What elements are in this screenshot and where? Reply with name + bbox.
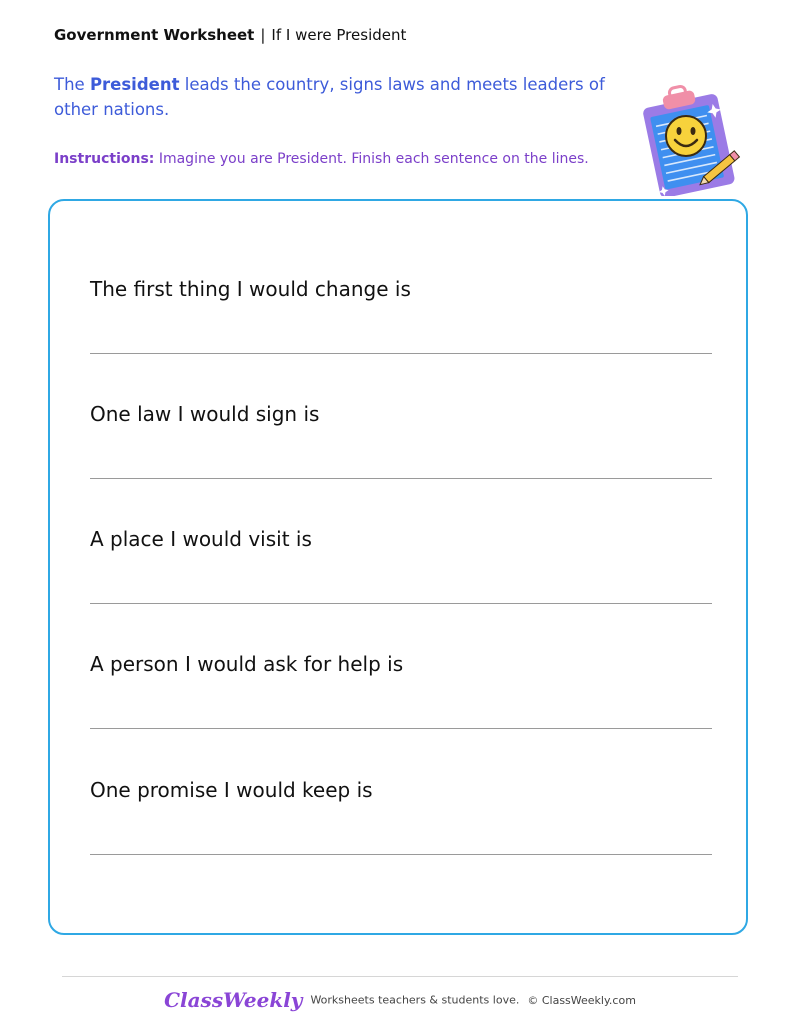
- answer-line[interactable]: [90, 353, 712, 354]
- intro-paragraph: [54, 72, 614, 122]
- header-separator: |: [260, 26, 266, 44]
- instructions-label: Instructions:: [54, 151, 155, 167]
- prompt-item: [90, 277, 712, 367]
- prompt-text: One law I would sign is: [90, 402, 320, 426]
- prompt-text: The first thing I would change is: [90, 277, 411, 301]
- prompt-text: One promise I would keep is: [90, 778, 373, 802]
- prompt-item: [90, 778, 712, 868]
- answer-line[interactable]: [90, 728, 712, 729]
- prompt-item: [90, 652, 712, 742]
- prompt-text: A place I would visit is: [90, 527, 312, 551]
- footer-copyright: © ClassWeekly.com: [527, 993, 636, 1007]
- answer-line[interactable]: [90, 478, 712, 479]
- instructions: [54, 151, 589, 167]
- prompt-text: A person I would ask for help is: [90, 652, 404, 676]
- clipboard-smiley-icon: [632, 80, 744, 196]
- intro-after: leads the country, signs laws and meets leaders of other nations.: [54, 75, 605, 119]
- answer-line[interactable]: [90, 854, 712, 855]
- prompt-item: [90, 402, 712, 492]
- instructions-text: Imagine you are President. Finish each sentence on the lines.: [154, 151, 589, 167]
- answer-card: [48, 199, 748, 935]
- intro-bold-term: President: [89, 75, 180, 94]
- worksheet-title: Government Worksheet: [54, 26, 255, 44]
- footer-tagline: Worksheets teachers & students love.: [310, 993, 520, 1007]
- brand-logo[interactable]: ClassWeekly: [164, 988, 303, 1012]
- footer: [0, 988, 800, 1012]
- prompt-item: [90, 527, 712, 617]
- worksheet-subtitle: If I were President: [271, 26, 407, 44]
- footer-divider: [62, 976, 738, 977]
- answer-line[interactable]: [90, 603, 712, 604]
- worksheet-header: [54, 26, 406, 44]
- intro-before: The: [54, 75, 90, 94]
